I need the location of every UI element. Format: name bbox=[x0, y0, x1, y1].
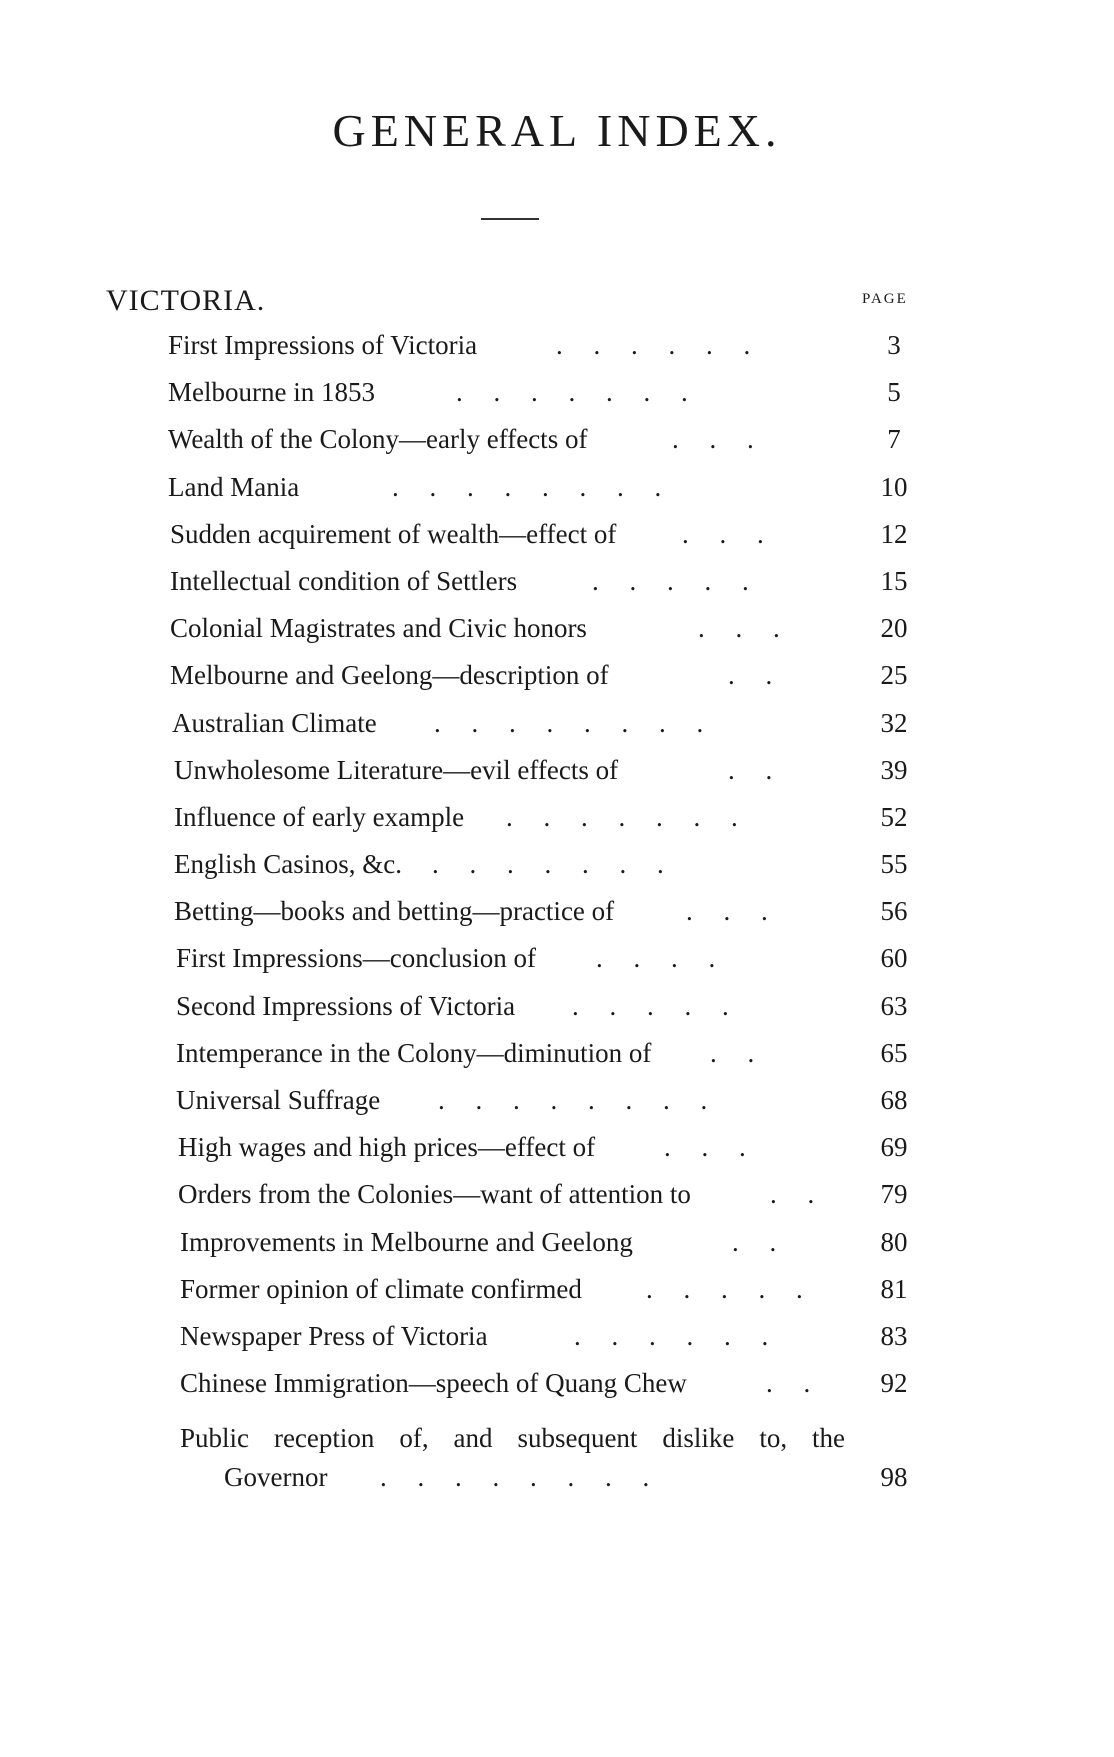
dot-leader: . . bbox=[732, 1226, 789, 1257]
title-rule bbox=[481, 218, 539, 220]
index-entry bbox=[0, 566, 1114, 613]
page-column-label: PAGE bbox=[862, 291, 908, 307]
entry-page-number: 15 bbox=[880, 565, 908, 596]
entry-page-number: 32 bbox=[880, 707, 908, 738]
dot-leader: . . . . . bbox=[592, 565, 761, 596]
entry-title: English Casinos, &c. bbox=[174, 849, 402, 880]
index-entry bbox=[0, 1321, 1114, 1368]
dot-leader: . . . . . . . bbox=[432, 849, 676, 880]
dot-leader: . . . . . . . . bbox=[438, 1085, 720, 1115]
entry-page-number: 63 bbox=[880, 990, 908, 1021]
entry-page-number: 83 bbox=[880, 1320, 908, 1351]
page-title: GENERAL INDEX. bbox=[332, 105, 782, 156]
dot-leader: . . bbox=[770, 1179, 827, 1210]
dot-leader: . . bbox=[766, 1368, 823, 1399]
entry-page-number: 20 bbox=[880, 613, 908, 644]
index-entry bbox=[0, 330, 1114, 377]
entry-page-number: 5 bbox=[887, 377, 901, 408]
entry-title: Orders from the Colonies—want of attention to bbox=[178, 1179, 691, 1210]
dot-leader: . . . . . bbox=[646, 1273, 815, 1304]
entry-title: Universal Suffrage bbox=[176, 1085, 381, 1115]
dot-leader: . . bbox=[710, 1037, 767, 1068]
dot-leader: . . . . . . . . bbox=[380, 1462, 662, 1493]
entry-page-number: 98 bbox=[880, 1462, 908, 1493]
entry-title: Land Mania bbox=[168, 471, 300, 502]
dot-leader: . . . . . bbox=[572, 990, 741, 1021]
index-entry bbox=[0, 755, 1114, 802]
index-entry bbox=[0, 1415, 1114, 1509]
entry-title: Improvements in Melbourne and Geelong bbox=[180, 1226, 633, 1257]
entry-page-number: 60 bbox=[880, 943, 908, 974]
entry-title: Melbourne in 1853 bbox=[168, 377, 375, 408]
index-entry bbox=[0, 1179, 1114, 1226]
entry-title: Intellectual condition of Settlers bbox=[170, 565, 518, 596]
index-entry bbox=[0, 802, 1114, 849]
index-entry bbox=[0, 1368, 1114, 1415]
entry-page-number: 81 bbox=[880, 1273, 908, 1304]
entry-page-number: 25 bbox=[880, 660, 908, 691]
index-entry bbox=[0, 472, 1114, 519]
entry-page-number: 56 bbox=[880, 896, 908, 927]
entry-title: Public reception of, and subsequent dislike to, the bbox=[180, 1423, 845, 1454]
dot-leader: . . . bbox=[698, 613, 792, 644]
entry-title: Melbourne and Geelong—description of bbox=[170, 660, 609, 691]
entry-page-number: 52 bbox=[880, 801, 908, 832]
index-entry bbox=[0, 1085, 1114, 1132]
entry-title-continuation: Governor bbox=[224, 1462, 328, 1493]
dot-leader: . . . . . . . bbox=[456, 377, 700, 408]
entry-title: Betting—books and betting—practice of bbox=[174, 896, 615, 927]
entry-title: Second Impressions of Victoria bbox=[176, 990, 516, 1021]
entry-page-number: 65 bbox=[880, 1037, 908, 1068]
index-entry bbox=[0, 424, 1114, 471]
index-entry bbox=[0, 896, 1114, 943]
entry-title: Newspaper Press of Victoria bbox=[180, 1320, 488, 1351]
dot-leader: . . . bbox=[672, 424, 766, 455]
index-entry bbox=[0, 1038, 1114, 1085]
index-entry bbox=[0, 991, 1114, 1038]
entry-page-number: 12 bbox=[880, 518, 908, 549]
entry-page-number: 39 bbox=[880, 754, 908, 785]
index-entry bbox=[0, 1227, 1114, 1274]
dot-leader: . . . . . . bbox=[556, 330, 763, 360]
entry-title: Wealth of the Colony—early effects of bbox=[168, 424, 588, 455]
dot-leader: . . . bbox=[664, 1132, 758, 1163]
index-entry bbox=[0, 1274, 1114, 1321]
entry-page-number: 68 bbox=[880, 1085, 908, 1115]
entry-title: Influence of early example bbox=[174, 801, 465, 832]
entry-title: Colonial Magistrates and Civic honors bbox=[170, 613, 587, 644]
dot-leader: . . . . . . . . bbox=[434, 707, 716, 738]
entry-title: Unwholesome Literature—evil effects of bbox=[174, 754, 619, 785]
index-entry bbox=[0, 943, 1114, 990]
entry-page-number: 69 bbox=[880, 1132, 908, 1163]
index-entry bbox=[0, 660, 1114, 707]
entry-page-number: 80 bbox=[880, 1226, 908, 1257]
entry-page-number: 10 bbox=[880, 471, 908, 502]
entry-title: Sudden acquirement of wealth—effect of bbox=[170, 518, 617, 549]
index-entry bbox=[0, 377, 1114, 424]
entry-page-number: 92 bbox=[880, 1368, 908, 1399]
entry-title: Chinese Immigration—speech of Quang Chew bbox=[180, 1368, 687, 1399]
index-entry bbox=[0, 613, 1114, 660]
dot-leader: . . . . bbox=[596, 943, 728, 974]
dot-leader: . . . bbox=[686, 896, 780, 927]
index-entry bbox=[0, 1132, 1114, 1179]
dot-leader: . . bbox=[728, 660, 785, 691]
entry-page-number: 3 bbox=[887, 330, 901, 360]
dot-leader: . . . . . . bbox=[574, 1320, 781, 1351]
dot-leader: . . bbox=[728, 754, 785, 785]
dot-leader: . . . bbox=[682, 518, 776, 549]
entry-page-number: 7 bbox=[887, 424, 901, 455]
entry-title: First Impressions of Victoria bbox=[168, 330, 478, 360]
entry-page-number: 55 bbox=[880, 849, 908, 880]
index-entry bbox=[0, 708, 1114, 755]
entry-title: Australian Climate bbox=[172, 707, 377, 738]
entry-title: Intemperance in the Colony—diminution of bbox=[176, 1037, 652, 1068]
index-entry bbox=[0, 519, 1114, 566]
index-entry bbox=[0, 849, 1114, 896]
entry-title: High wages and high prices—effect of bbox=[178, 1132, 596, 1163]
entry-title: First Impressions—conclusion of bbox=[176, 943, 536, 974]
entry-page-number: 79 bbox=[880, 1179, 908, 1210]
index-entries bbox=[0, 330, 1114, 1509]
dot-leader: . . . . . . . . bbox=[392, 471, 674, 502]
section-heading: VICTORIA. bbox=[106, 284, 266, 317]
entry-title: Former opinion of climate confirmed bbox=[180, 1273, 582, 1304]
dot-leader: . . . . . . . bbox=[506, 801, 750, 832]
